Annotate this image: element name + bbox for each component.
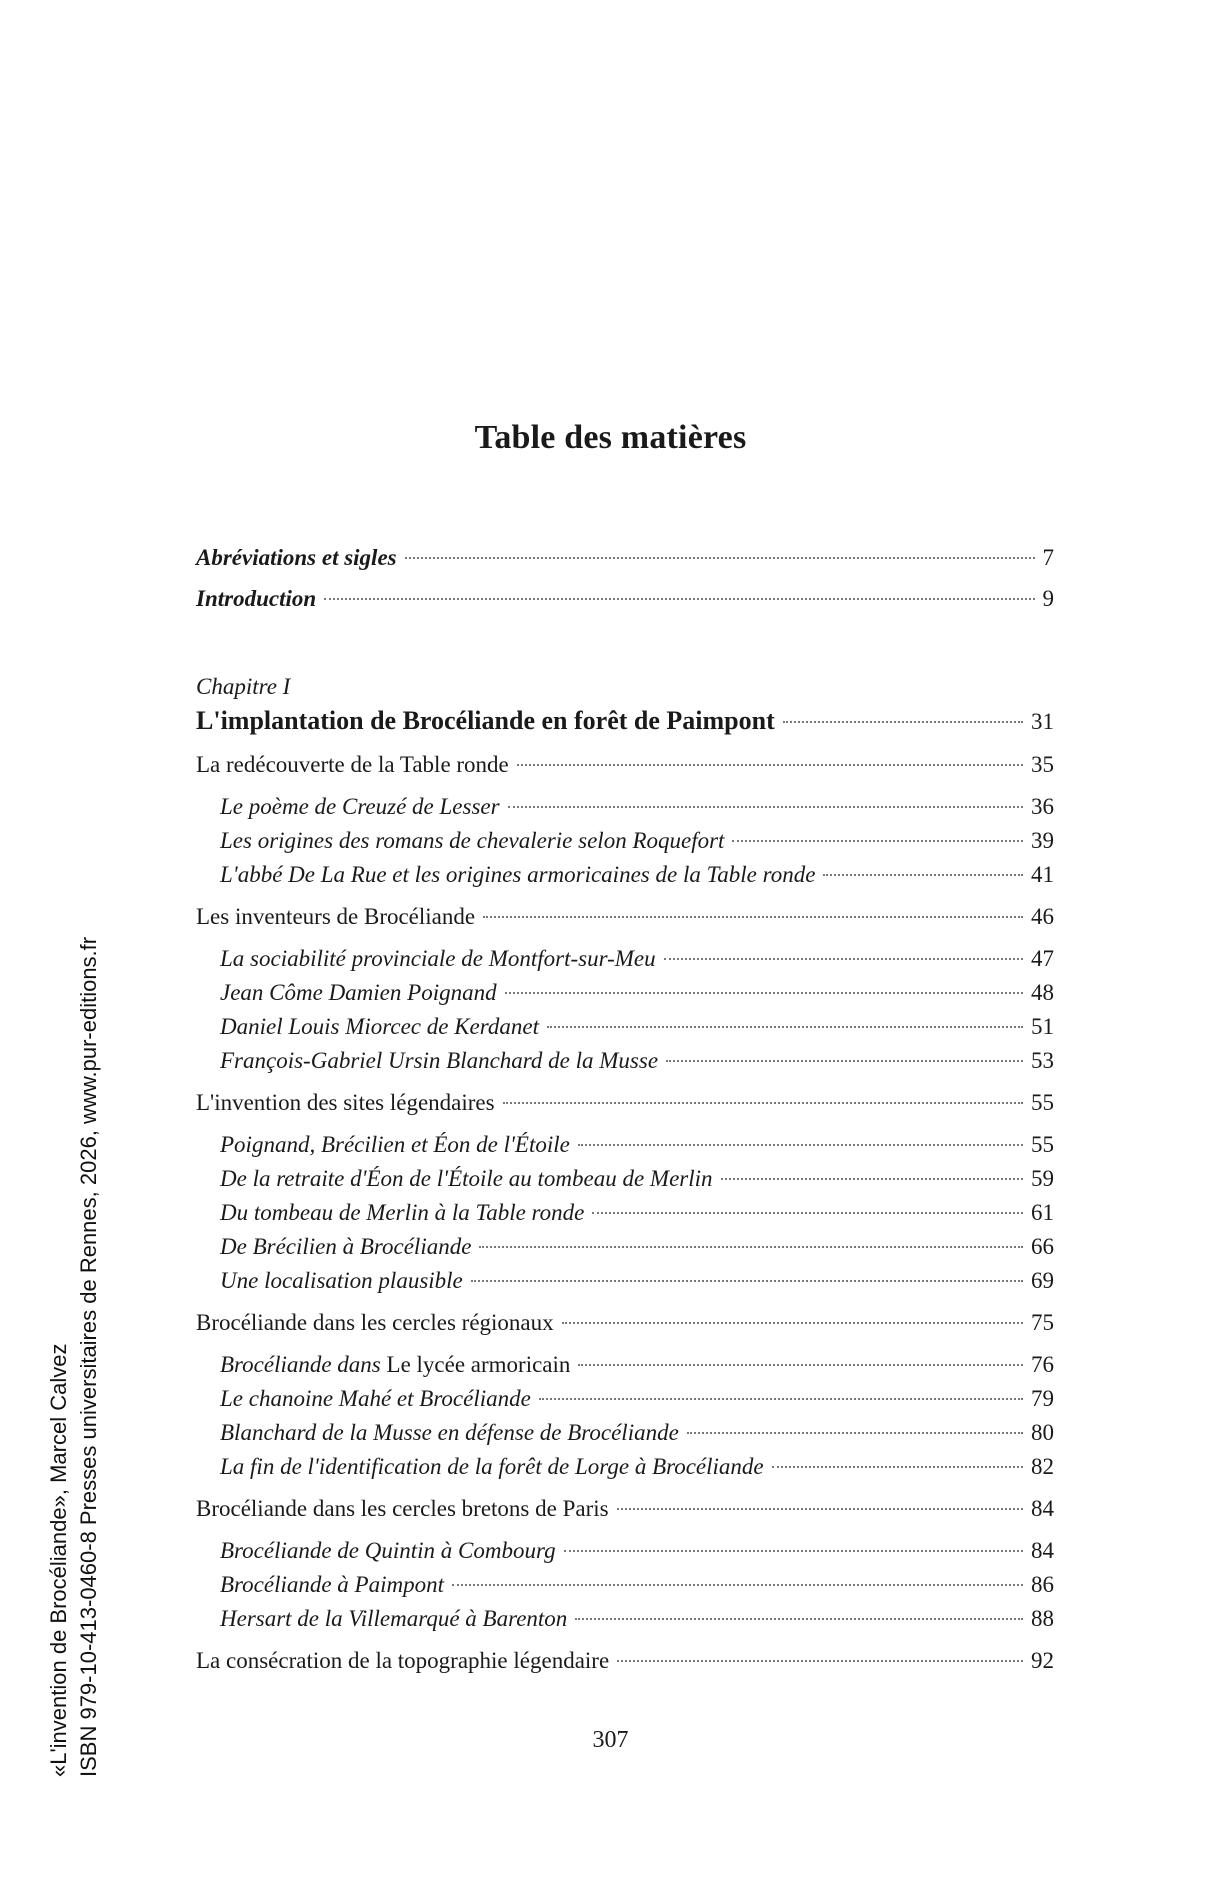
toc-entry-page: 92 <box>1031 1648 1054 1673</box>
toc-entry-title-text: La consécration de la topographie légendaire <box>196 1648 610 1673</box>
toc-entry-title: Abréviations et sigles <box>196 545 397 570</box>
toc-entry-title <box>220 946 656 972</box>
toc-subsection-entry[interactable] <box>196 1572 1054 1606</box>
toc-subsection-entry[interactable] <box>196 862 1054 896</box>
toc-entry-title <box>220 862 815 888</box>
dot-leader <box>547 1026 1023 1028</box>
toc-entry-title <box>220 1538 556 1564</box>
toc-subsection-entry[interactable] <box>196 1352 1054 1386</box>
sidebar-line-2: ISBN 979-10-413-0460-8 Presses universitaires de Rennes, 2026, www.pur-editions.fr <box>76 936 101 1777</box>
toc-entry-page: 36 <box>1031 794 1054 819</box>
toc-entry-page: 41 <box>1031 862 1054 887</box>
toc-chapter-title[interactable] <box>196 706 1054 752</box>
toc-subsection-entry[interactable] <box>196 1606 1054 1640</box>
toc-subsection-entry[interactable] <box>196 1420 1054 1454</box>
dot-leader <box>479 1246 1023 1248</box>
dot-leader <box>575 1618 1023 1620</box>
toc-entry-title-text: De Brécilien à Brocéliande <box>220 1234 472 1259</box>
toc-entry-title <box>220 1200 584 1226</box>
toc-entry-page: 69 <box>1031 1268 1054 1293</box>
copyright-sidebar <box>44 827 114 1777</box>
toc-entry-page: 51 <box>1031 1014 1054 1039</box>
toc-entry-title-text: Blanchard de la Musse en défense de Brocéliande <box>220 1420 679 1445</box>
toc-entry-title-text: Du tombeau de Merlin à la Table ronde <box>220 1200 585 1225</box>
toc-entry-title <box>220 1132 570 1158</box>
toc-subsection-entry[interactable] <box>196 946 1054 980</box>
dot-leader <box>578 1364 1023 1366</box>
toc-entry-title <box>220 1352 570 1378</box>
toc-entry-title <box>220 794 500 820</box>
toc-entry-page: 55 <box>1031 1132 1054 1157</box>
toc-entry-title <box>220 1606 567 1632</box>
dot-leader <box>664 958 1023 960</box>
dot-leader <box>687 1432 1023 1434</box>
dot-leader <box>503 1102 1023 1104</box>
toc-entry-title-text: Daniel Louis Miorcec de Kerdanet <box>220 1014 539 1039</box>
toc-entry-page: 82 <box>1031 1454 1054 1479</box>
dot-leader <box>505 992 1023 994</box>
toc-entry-title-text: Le chanoine Mahé et Brocéliande <box>220 1386 531 1411</box>
toc-entry-title-text: Brocéliande dans les cercles régionaux <box>196 1310 554 1335</box>
toc-subsection-entry[interactable] <box>196 828 1054 862</box>
toc-entry-page: 47 <box>1031 946 1054 971</box>
toc-entry-title-text: De la retraite d'Éon de l'Étoile au tombeau de Merlin <box>220 1166 713 1191</box>
section-gap <box>196 1302 1054 1310</box>
toc-entry-title <box>220 1268 463 1294</box>
dot-leader <box>452 1584 1023 1586</box>
toc-entry-abbreviations[interactable] <box>196 545 1054 586</box>
dot-leader <box>617 1660 1023 1662</box>
toc-subsection-entry[interactable] <box>196 1048 1054 1082</box>
toc-subsection-entry[interactable] <box>196 1166 1054 1200</box>
toc-entry-page: 84 <box>1031 1496 1054 1521</box>
toc-subsection-entry[interactable] <box>196 1200 1054 1234</box>
toc-entry-title <box>196 1648 609 1674</box>
toc-entry-title-text: La sociabilité provinciale de Montfort-sur-Meu <box>220 946 656 971</box>
section-gap <box>196 1488 1054 1496</box>
toc-section-entry[interactable] <box>196 1310 1054 1352</box>
toc-entry-title <box>220 1014 539 1040</box>
toc-entry-title-text: Jean Côme Damien Poignand <box>220 980 497 1005</box>
toc-subsection-entry[interactable] <box>196 1268 1054 1302</box>
toc-entry-title-text: Le poème de Creuzé de Lesser <box>220 794 500 819</box>
toc-entry-title <box>196 904 475 930</box>
toc-entry-page: 76 <box>1031 1352 1054 1377</box>
toc-entry-title-text: L'invention des sites légendaires <box>196 1090 495 1115</box>
toc-entry-title-text: Brocéliande de Quintin à Combourg <box>220 1538 556 1563</box>
dot-leader <box>666 1060 1023 1062</box>
toc-entry-title-roman: Le lycée armoricain <box>380 1352 571 1377</box>
toc-entry-title-text: Brocéliande à Paimpont <box>220 1572 444 1597</box>
toc-entry-page: 79 <box>1031 1386 1054 1411</box>
toc-entry-title: Introduction <box>196 586 317 611</box>
toc-entry-title <box>220 1048 658 1074</box>
toc-entry-title-text: La fin de l'identification de la forêt de Lorge à Brocéliande <box>220 1454 764 1479</box>
toc-subsection-entry[interactable] <box>196 980 1054 1014</box>
toc-entry-title: L'implantation de Brocéliande en forêt de Paimpont <box>196 706 775 735</box>
toc-entry-page: 61 <box>1031 1200 1054 1225</box>
dot-leader <box>732 840 1023 842</box>
toc-entry-page: 46 <box>1031 904 1054 929</box>
toc-entry-title-text: Les origines des romans de chevalerie selon Roquefort <box>220 828 725 853</box>
toc-entry-title-text: Les inventeurs de Brocéliande <box>196 904 476 929</box>
dot-leader <box>564 1550 1023 1552</box>
toc-entry-page: 75 <box>1031 1310 1054 1335</box>
toc-entry-page: 48 <box>1031 980 1054 1005</box>
toc-subsection-entry[interactable] <box>196 1234 1054 1268</box>
toc-entry-title <box>196 1496 609 1522</box>
section-gap <box>196 1640 1054 1648</box>
toc-entry-page: 35 <box>1031 752 1054 777</box>
dot-leader <box>578 1144 1023 1146</box>
toc-entry-title-text: Brocéliande dans <box>220 1352 381 1377</box>
toc-entry-title <box>220 1166 713 1192</box>
toc-subsection-entry[interactable] <box>196 1014 1054 1048</box>
sidebar-line-1: «L'invention de Brocéliande», Marcel Calvez <box>46 1343 71 1777</box>
toc-section-entry[interactable] <box>196 1648 1054 1690</box>
toc-sections <box>196 752 1054 1690</box>
section-gap <box>196 896 1054 904</box>
dot-leader <box>721 1178 1023 1180</box>
toc-entry-title <box>196 1310 554 1336</box>
toc-entry-page: 7 <box>1042 545 1054 570</box>
toc-entry-title-text: Hersart de la Villemarqué à Barenton <box>220 1606 568 1631</box>
toc-entry-title-text: François-Gabriel Ursin Blanchard de la Musse <box>220 1048 659 1073</box>
toc-entry-title <box>196 752 509 778</box>
toc-entry-page: 59 <box>1031 1166 1054 1191</box>
toc-subsection-entry[interactable] <box>196 1454 1054 1488</box>
section-gap <box>196 1082 1054 1090</box>
dot-leader <box>562 1322 1023 1324</box>
toc-entry-title <box>220 828 724 854</box>
toc-entry-title-text: Une localisation plausible <box>220 1268 463 1293</box>
toc-entry-page: 66 <box>1031 1234 1054 1259</box>
toc-section-entry[interactable] <box>196 752 1054 794</box>
toc-entry-title <box>220 980 497 1006</box>
dot-leader <box>471 1280 1023 1282</box>
toc-entry-title <box>220 1454 764 1480</box>
toc-entry-page: 86 <box>1031 1572 1054 1597</box>
toc-section-entry[interactable] <box>196 1496 1054 1538</box>
toc-entry-page: 88 <box>1031 1606 1054 1631</box>
toc-entry-title <box>220 1386 531 1412</box>
dot-leader <box>772 1466 1023 1468</box>
page-number: 307 <box>592 1727 629 1753</box>
toc-section-entry[interactable] <box>196 904 1054 946</box>
toc-subsection-entry[interactable] <box>196 1386 1054 1420</box>
chapter-label: Chapitre I <box>196 674 291 699</box>
toc-entry-page: 39 <box>1031 828 1054 853</box>
toc-entry-page: 31 <box>1031 709 1054 734</box>
dot-leader <box>823 874 1023 876</box>
toc-entry-page: 80 <box>1031 1420 1054 1445</box>
toc-entry-title <box>196 1090 495 1116</box>
dot-leader <box>592 1212 1023 1214</box>
dot-leader <box>517 764 1023 766</box>
toc-subsection-entry[interactable] <box>196 1132 1054 1166</box>
toc-entry-introduction[interactable] <box>196 586 1054 627</box>
dot-leader <box>324 598 1034 600</box>
toc-entry-page: 9 <box>1042 586 1054 611</box>
toc-entry-page: 55 <box>1031 1090 1054 1115</box>
toc-entry-title <box>220 1572 444 1598</box>
dot-leader <box>483 916 1023 918</box>
toc-entry-title <box>220 1420 679 1446</box>
dot-leader <box>617 1508 1023 1510</box>
toc-section-entry[interactable] <box>196 1090 1054 1132</box>
toc-entry-page: 53 <box>1031 1048 1054 1073</box>
toc-subsection-entry[interactable] <box>196 794 1054 828</box>
toc-entry-title <box>220 1234 471 1260</box>
toc-entry-page: 84 <box>1031 1538 1054 1563</box>
table-of-contents <box>196 545 1054 1690</box>
dot-leader <box>508 806 1023 808</box>
dot-leader <box>539 1398 1023 1400</box>
toc-subsection-entry[interactable] <box>196 1538 1054 1572</box>
dot-leader <box>783 721 1023 723</box>
toc-entry-title-text: Poignand, Brécilien et Éon de l'Étoile <box>220 1132 570 1157</box>
toc-entry-title-text: Brocéliande dans les cercles bretons de Paris <box>196 1496 609 1521</box>
page-title: Table des matières <box>474 419 747 456</box>
toc-entry-title-text: L'abbé De La Rue et les origines armoricaines de la Table ronde <box>220 862 816 887</box>
dot-leader <box>405 557 1035 559</box>
toc-entry-title-text: La redécouverte de la Table ronde <box>196 752 509 777</box>
